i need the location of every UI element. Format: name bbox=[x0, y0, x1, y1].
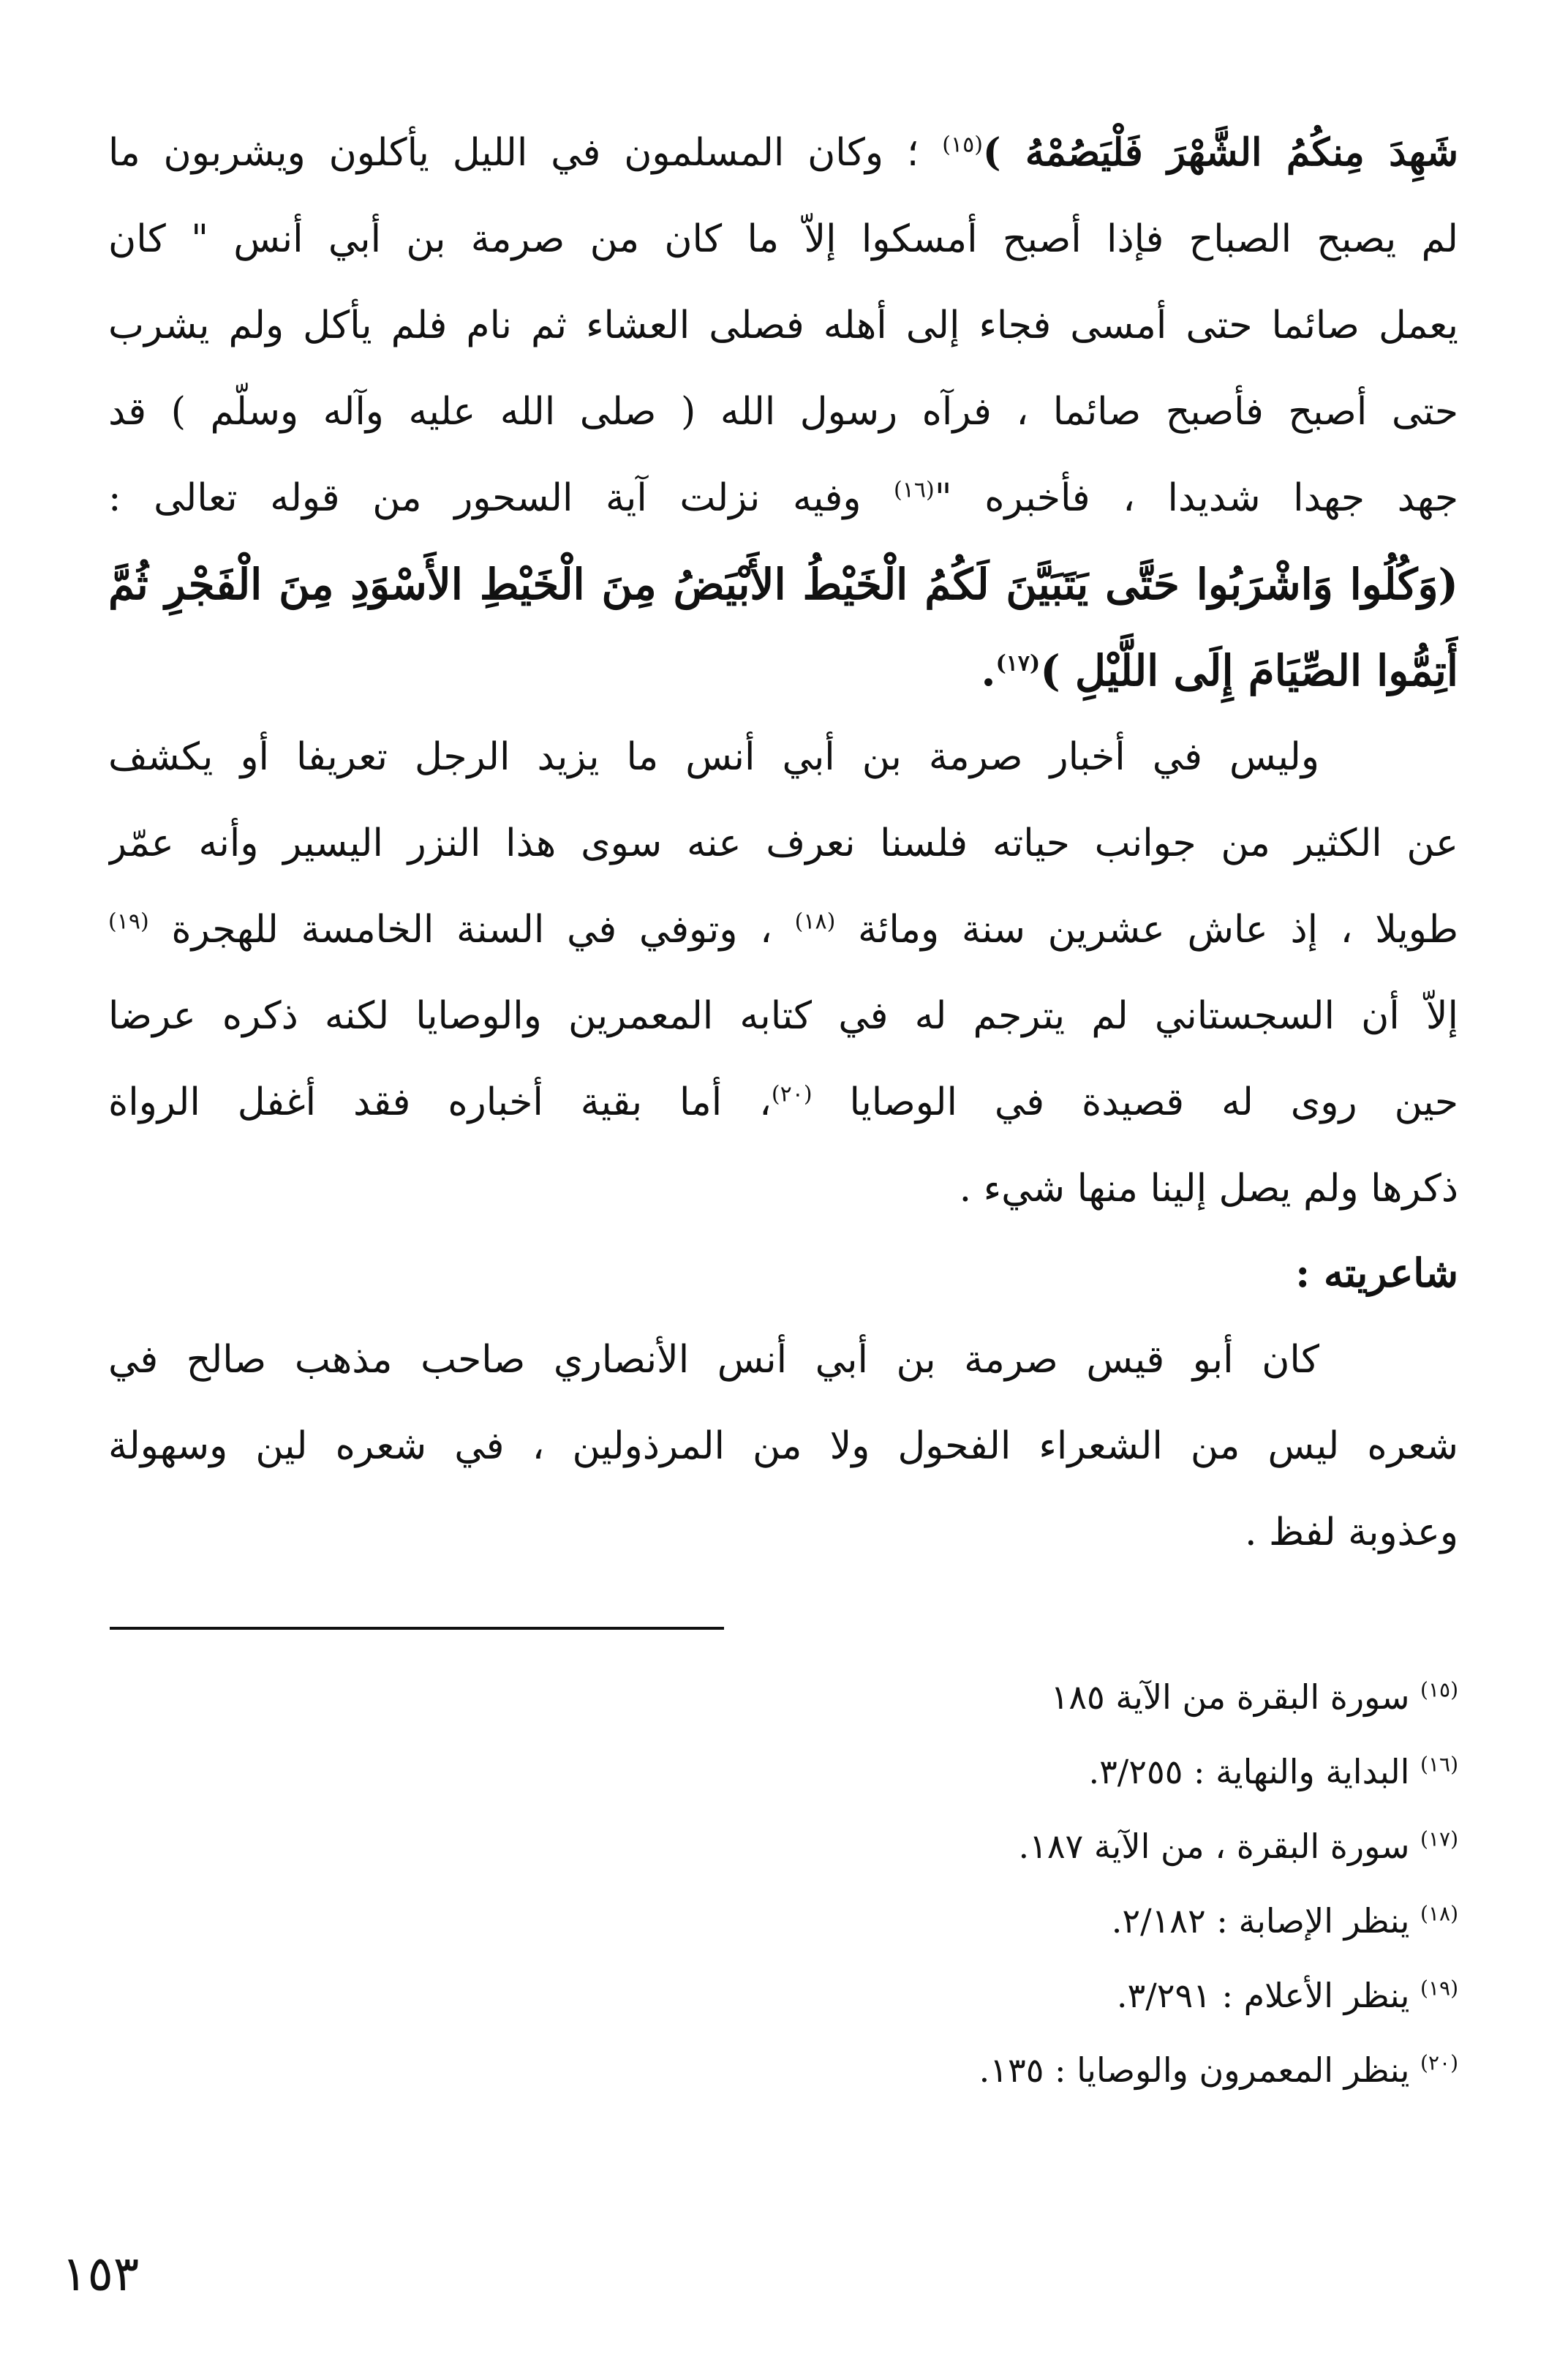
line-text: جهد جهدا شديدا ، فأخبره " bbox=[934, 476, 1458, 520]
text-line-2: لم يصبح الصباح فإذا أصبح أمسكوا إلاّ ما كان من صرمة بن أبي أنس " كان bbox=[108, 217, 1458, 261]
footnote-number: (١٧) bbox=[1420, 1827, 1458, 1851]
text-line-11: إلاّ أن السجستاني لم يترجم له في كتابه المعمرين والوصايا لكنه ذكره عرضا bbox=[108, 994, 1458, 1038]
footnote-text: سورة البقرة من الآية ١٨٥ bbox=[1050, 1677, 1410, 1717]
footnote-ref-16: (١٦) bbox=[894, 477, 935, 503]
footnote-20 bbox=[108, 2034, 1458, 2107]
footnote-text: ينظر المعمرون والوصايا : ١٣٥. bbox=[979, 2050, 1410, 2090]
footnote-ref-15: (١٥) bbox=[942, 132, 983, 158]
line-text: ؛ وكان المسلمون في الليل يأكلون ويشربون ما bbox=[108, 131, 943, 175]
footnote-ref-20: (٢٠) bbox=[771, 1081, 813, 1107]
footnote-number: (١٥) bbox=[1420, 1677, 1458, 1702]
text-line-1 bbox=[108, 110, 1458, 196]
text-line-12 bbox=[108, 1059, 1458, 1146]
footnote-19 bbox=[108, 1959, 1458, 2032]
footnote-ref-17: (١٧) bbox=[995, 650, 1041, 677]
text-line-14: كان أبو قيس صرمة بن أبي أنس الأنصاري صاحب مذهب صالح في bbox=[108, 1338, 1319, 1382]
text-line-8: وليس في أخبار صرمة بن أبي أنس ما يزيد الرجل تعريفا أو يكشف bbox=[108, 735, 1319, 779]
section-heading: شاعريته : bbox=[1295, 1249, 1458, 1296]
footnote-divider bbox=[110, 1627, 724, 1630]
footnote-text: ينظر الأعلام : ٣/٢٩١. bbox=[1116, 1976, 1410, 2015]
footnote-text: ينظر الإصابة : ٢/١٨٢. bbox=[1111, 1901, 1410, 1941]
text-line-3: يعمل صائما حتى أمسى فجاء إلى أهله فصلى العشاء ثم نام فلم يأكل ولم يشرب bbox=[108, 304, 1458, 347]
footnote-ref-18: (١٨) bbox=[794, 908, 836, 935]
line-end: . bbox=[981, 646, 996, 696]
footnote-17 bbox=[108, 1810, 1458, 1883]
quran-verse: أَتِمُّوا الصِّيَامَ إِلَى اللَّيْلِ ) bbox=[1040, 646, 1458, 696]
footnote-number: (٢٠) bbox=[1420, 2050, 1458, 2075]
text-line-9: عن الكثير من جوانب حياته فلسنا نعرف عنه سوى هذا النزر اليسير وأنه عمّر bbox=[108, 821, 1458, 865]
footnote-15 bbox=[108, 1660, 1458, 1734]
line-text: طويلا ، إذ عاش عشرين سنة ومائة bbox=[835, 908, 1458, 952]
line-text: حين روى له قصيدة في الوصايا bbox=[812, 1080, 1458, 1124]
quran-verse-line-1: (وَكُلُوا وَاشْرَبُوا حَتَّى يَتَبَيَّنَ لَكُمُ الْخَيْطُ الأَبْيَضُ مِنَ الْخَيْطِ الأَسْوَدِ مِنَ الْفَجْرِ ثُمَّ bbox=[108, 560, 1458, 609]
text-line-16: وعذوبة لفظ . bbox=[1245, 1511, 1458, 1554]
text-line-13: ذكرها ولم يصل إلينا منها شيء . bbox=[959, 1167, 1458, 1211]
line-text: ، أما بقية أخباره فقد أغفل الرواة bbox=[108, 1080, 772, 1124]
quran-verse: شَهِدَ مِنكُمُ الشَّهْرَ فَلْيَصُمْهُ ) bbox=[982, 130, 1458, 175]
text-line-15: شعره ليس من الشعراء الفحول ولا من المرذولين ، في شعره لين وسهولة bbox=[108, 1424, 1458, 1468]
page-number: ١٥٣ bbox=[61, 2246, 140, 2302]
footnote-ref-19: (١٩) bbox=[108, 908, 149, 935]
text-line-4: حتى أصبح فأصبح صائما ، فرآه رسول الله ( صلى الله عليه وآله وسلّم ) قد bbox=[108, 390, 1458, 434]
line-text: ، وتوفي في السنة الخامسة للهجرة bbox=[148, 908, 795, 952]
text-line-10 bbox=[108, 887, 1458, 973]
line-text: وفيه نزلت آية السحور من قوله تعالى : bbox=[108, 476, 894, 520]
footnote-text: سورة البقرة ، من الآية ١٨٧. bbox=[1018, 1827, 1410, 1866]
footnote-18 bbox=[108, 1884, 1458, 1957]
footnote-number: (١٦) bbox=[1420, 1752, 1458, 1777]
footnote-number: (١٩) bbox=[1420, 1976, 1458, 2001]
footnote-number: (١٨) bbox=[1420, 1901, 1458, 1926]
footnote-16 bbox=[108, 1735, 1458, 1808]
text-line-5 bbox=[108, 455, 1458, 541]
footnote-text: البداية والنهاية : ٣/٢٥٥. bbox=[1088, 1752, 1410, 1791]
quran-verse-line-2 bbox=[108, 628, 1458, 714]
